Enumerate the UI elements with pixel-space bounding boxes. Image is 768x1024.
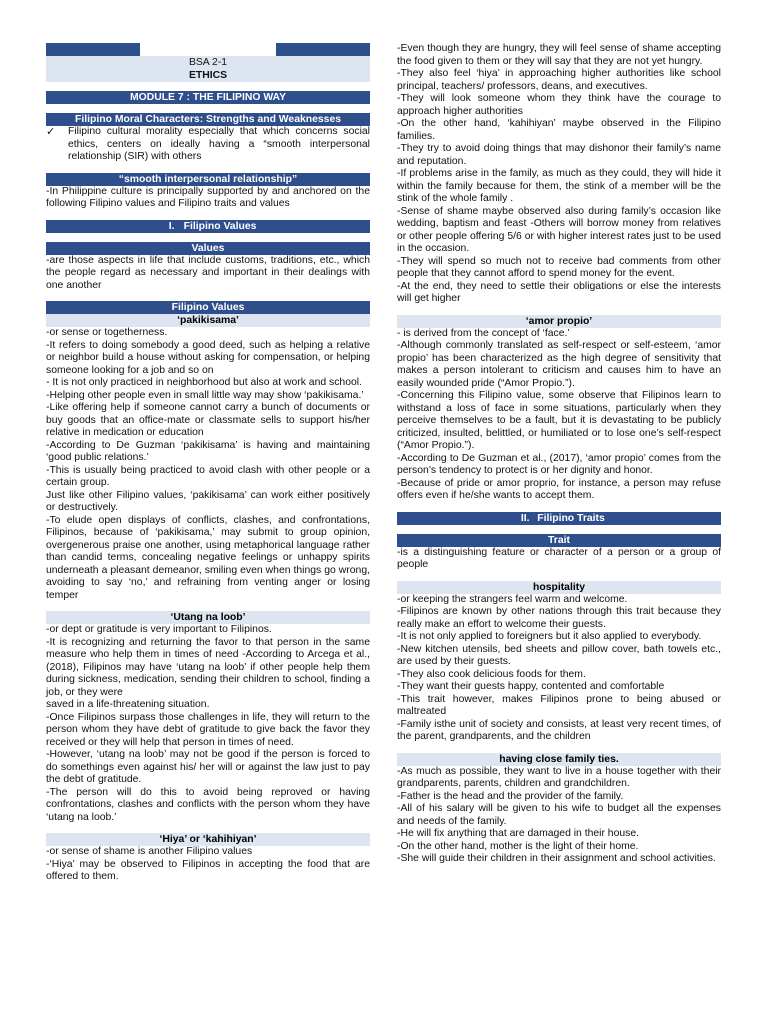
paragraph: -Once Filipinos surpass those challenges in life, they will return to the person whom they have debt of gratitude to give back the favor they received or they will help that person in times of need. [46, 711, 370, 748]
filipino-values-heading: Filipino Values [46, 301, 370, 314]
paragraph: -‘Hiya’ may be observed to Filipinos in accepting the food that are offered to them. [46, 858, 370, 882]
sir-text: -In Philippine culture is principally supported by and anchored on the following Filipino values and Filipino traits and values [46, 185, 370, 209]
section-title: Filipino Values [183, 220, 257, 232]
course-code: BSA 2-1 [46, 56, 370, 69]
paragraph: -However, ‘utang na loob’ may not be good if the person is forced to do somethings even against his/ her will or against the law just to pay the debt of gratitude. [46, 749, 370, 785]
paragraph: -Family isthe unit of society and consists, at least very recent times, of the parent, grandparents, and the children [397, 718, 721, 742]
pakikisama-heading: ‘pakikisama’ [46, 314, 370, 327]
paragraph: -Sense of shame maybe observed also during family’s occasion like wedding, baptism and feast -Others will borrow money from relatives or other people offering 5/6 or with higher interest rates just to be used in the occasion. [397, 205, 721, 254]
paragraph: -It is recognizing and returning the favor to that person in the same measure who help them in times of need -According to Arcega et al., (2018), Filipinos may have ‘utang na loob’ if other people help them during sickness, medication, sending their children to school, finding a job, or they were [46, 636, 370, 698]
section-number: I. [168, 220, 175, 232]
paragraph: -Like offering help if someone cannot carry a bunch of documents or buy goods that an office-mate or classmate sells to support his/her relative in medication or education [46, 402, 370, 438]
hospitality-body [397, 594, 721, 744]
header-bar-right [276, 43, 370, 56]
paragraph: -Concerning this Filipino value, some observe that Filipinos learn to withstand a loss of face in some situations, particularly when they perceive themselves to be a fault, but it is devastating to be publicly criticized, insulted, belittled, or humiliated or to lose one’s self-respect (“Amor Propio.”). [397, 390, 721, 451]
values-heading: Values [46, 242, 370, 255]
paragraph: -The person will do this to avoid being reproved or having confrontations, clashes and conflicts with the person whom they have ‘utang na loob.’ [46, 786, 370, 823]
family-ties-heading: having close family ties. [397, 753, 721, 766]
checkmark-icon: ✓ [46, 126, 56, 138]
header-bar-left [46, 43, 140, 56]
sir-heading: “smooth interpersonal relationship” [46, 173, 370, 186]
utang-na-loob-body [46, 624, 370, 824]
family-ties-body [397, 766, 721, 866]
section-1-heading [46, 220, 370, 233]
hiya-heading: ‘Hiya’ or ‘kahihiyan’ [46, 833, 370, 846]
paragraph: -They also feel ‘hiya’ in approaching higher authorities like school principal, teachers/ professors, deans, and executives. [397, 68, 721, 92]
paragraph: -Helping other people even in small little way may show ‘pakikisama.’ [46, 389, 364, 401]
moral-bullet-text: Filipino cultural morality especially that which concerns social ethics, centers on ideally having a “smooth interpersonal relationship (SIR) with others [68, 126, 370, 162]
paragraph: -As much as possible, they want to live in a house together with their grandparents, parents, children and grandchildren. [397, 765, 721, 789]
paragraph: -To elude open displays of conflicts, clashes, and confrontations, Filipinos, because of ‘pakikisama,’ may submit to group opinion, overgenerous praise one another, using metaphorical language rather than candid terms, concealing negative feelings or unhappy spirits underneath a pleasant demeanor, smiling even when things go wrong, avoiding to say ‘no,’ and refraining from venting anger or losing temper [46, 514, 370, 601]
paragraph: -They also cook delicious foods for them. [397, 668, 586, 680]
paragraph: -Father is the head and the provider of the family. [397, 790, 624, 802]
section-2-heading [397, 512, 721, 525]
hiya-continued-body [397, 43, 721, 306]
paragraph: -She will guide their children in their assignment and school activities. [397, 853, 716, 864]
paragraph: -or sense or togetherness. [46, 327, 168, 338]
right-column [397, 43, 721, 866]
paragraph: -This trait however, makes Filipinos prone to being abused or maltreated [397, 693, 721, 717]
trait-text: -is a distinguishing feature or character of a person or a group of people [397, 546, 721, 570]
paragraph: saved in a life-threatening situation. [46, 699, 210, 710]
amor-propio-body [397, 328, 721, 503]
paragraph: -or keeping the strangers feel warm and welcome. [397, 593, 628, 605]
paragraph: -They try to avoid doing things that may dishonor their family’s name and reputation. [397, 143, 721, 167]
subject-title: ETHICS [46, 69, 370, 82]
paragraph: -On the other hand, mother is the light of their home. [397, 840, 639, 852]
moral-characters-heading: Filipino Moral Characters: Strengths and Weaknesses [46, 113, 370, 126]
paragraph: -It is not only applied to foreigners but it also applied to everybody. [397, 631, 702, 642]
paragraph: -According to De Guzman et al., (2017), ‘amor propio’ comes from the person’s tendency to protect is or her dignity and honor. [397, 452, 721, 476]
trait-heading: Trait [397, 534, 721, 547]
pakikisama-body [46, 327, 370, 602]
amor-propio-heading: ‘amor propio’ [397, 315, 721, 328]
paragraph: -He will fix anything that are damaged in their house. [397, 828, 640, 839]
paragraph: -They will look someone whom they think have the courage to approach higher authorities [397, 93, 721, 117]
paragraph: -New kitchen utensils, bed sheets and pillow cover, bath towels etc., are used by their guests. [397, 643, 721, 667]
paragraph: -This is usually being practiced to avoid clash with other people or a certain group. [46, 464, 370, 488]
paragraph: - is derived from the concept of ‘face.’ [397, 327, 570, 339]
paragraph: -On the other hand, ‘kahihiyan’ maybe observed in the Filipino families. [397, 118, 721, 142]
paragraph: -Even though they are hungry, they will feel sense of shame accepting the food given to them or they will say that they are not yet hungry. [397, 43, 721, 67]
paragraph: -All of his salary will be given to his wife to budget all the expenses and needs of the family. [397, 803, 721, 827]
hiya-body [46, 846, 370, 884]
paragraph: Just like other Filipino values, ‘pakikisama’ can work either positively or destructively. [46, 489, 370, 513]
header-bars [46, 43, 370, 56]
paragraph: -If problems arise in the family, as much as they could, they will hide it within the family because for them, the stink of a member will be the stink of the whole family . [397, 168, 721, 204]
paragraph: -Because of pride or amor proprio, for instance, a person may refuse offers even if he/she wants to accept them. [397, 477, 721, 501]
paragraph: -It refers to doing somebody a good deed, such as helping a relative or neighbor build a house without asking for compensation, or helping someone looking for a job and so on [46, 339, 370, 376]
paragraph: -They will spend so much not to receive bad comments from other people that they cannot afford to spend money for the event. [397, 255, 721, 279]
paragraph: -At the end, they need to settle their obligations or else the interests will get higher [397, 280, 721, 304]
paragraph: - It is not only practiced in neighborhood but also at work and school. [46, 377, 362, 388]
moral-bullet [46, 126, 370, 164]
section-number: II. [520, 512, 530, 524]
left-column [46, 43, 370, 884]
paragraph: -They want their guests happy, contented and comfortable [397, 681, 665, 692]
paragraph: -According to De Guzman ‘pakikisama’ is having and maintaining ‘good public relations.’ [46, 439, 370, 463]
section-title: Filipino Traits [537, 512, 605, 524]
module-title: MODULE 7 : THE FILIPINO WAY [46, 91, 370, 104]
paragraph: -Filipinos are known by other nations through this trait because they really make an effort to welcome their guests. [397, 606, 721, 630]
utang-na-loob-heading: ‘Utang na loob’ [46, 611, 370, 624]
paragraph: -or sense of shame is another Filipino values [46, 846, 253, 857]
paragraph: -Although commonly translated as self-respect or self-esteem, ‘amor propio’ has been characterized as the high degree of sensitivity that makes a person intolerant to criticism and causes him to have an easily wounded pride (“Amor Propio.”). [397, 340, 721, 389]
paragraph: -or dept or gratitude is very important to Filipinos. [46, 624, 272, 635]
hospitality-heading: hospitality [397, 581, 721, 594]
values-text: -are those aspects in life that include customs, traditions, etc., which the people regard as necessary and important in their dealings with one another [46, 254, 370, 291]
